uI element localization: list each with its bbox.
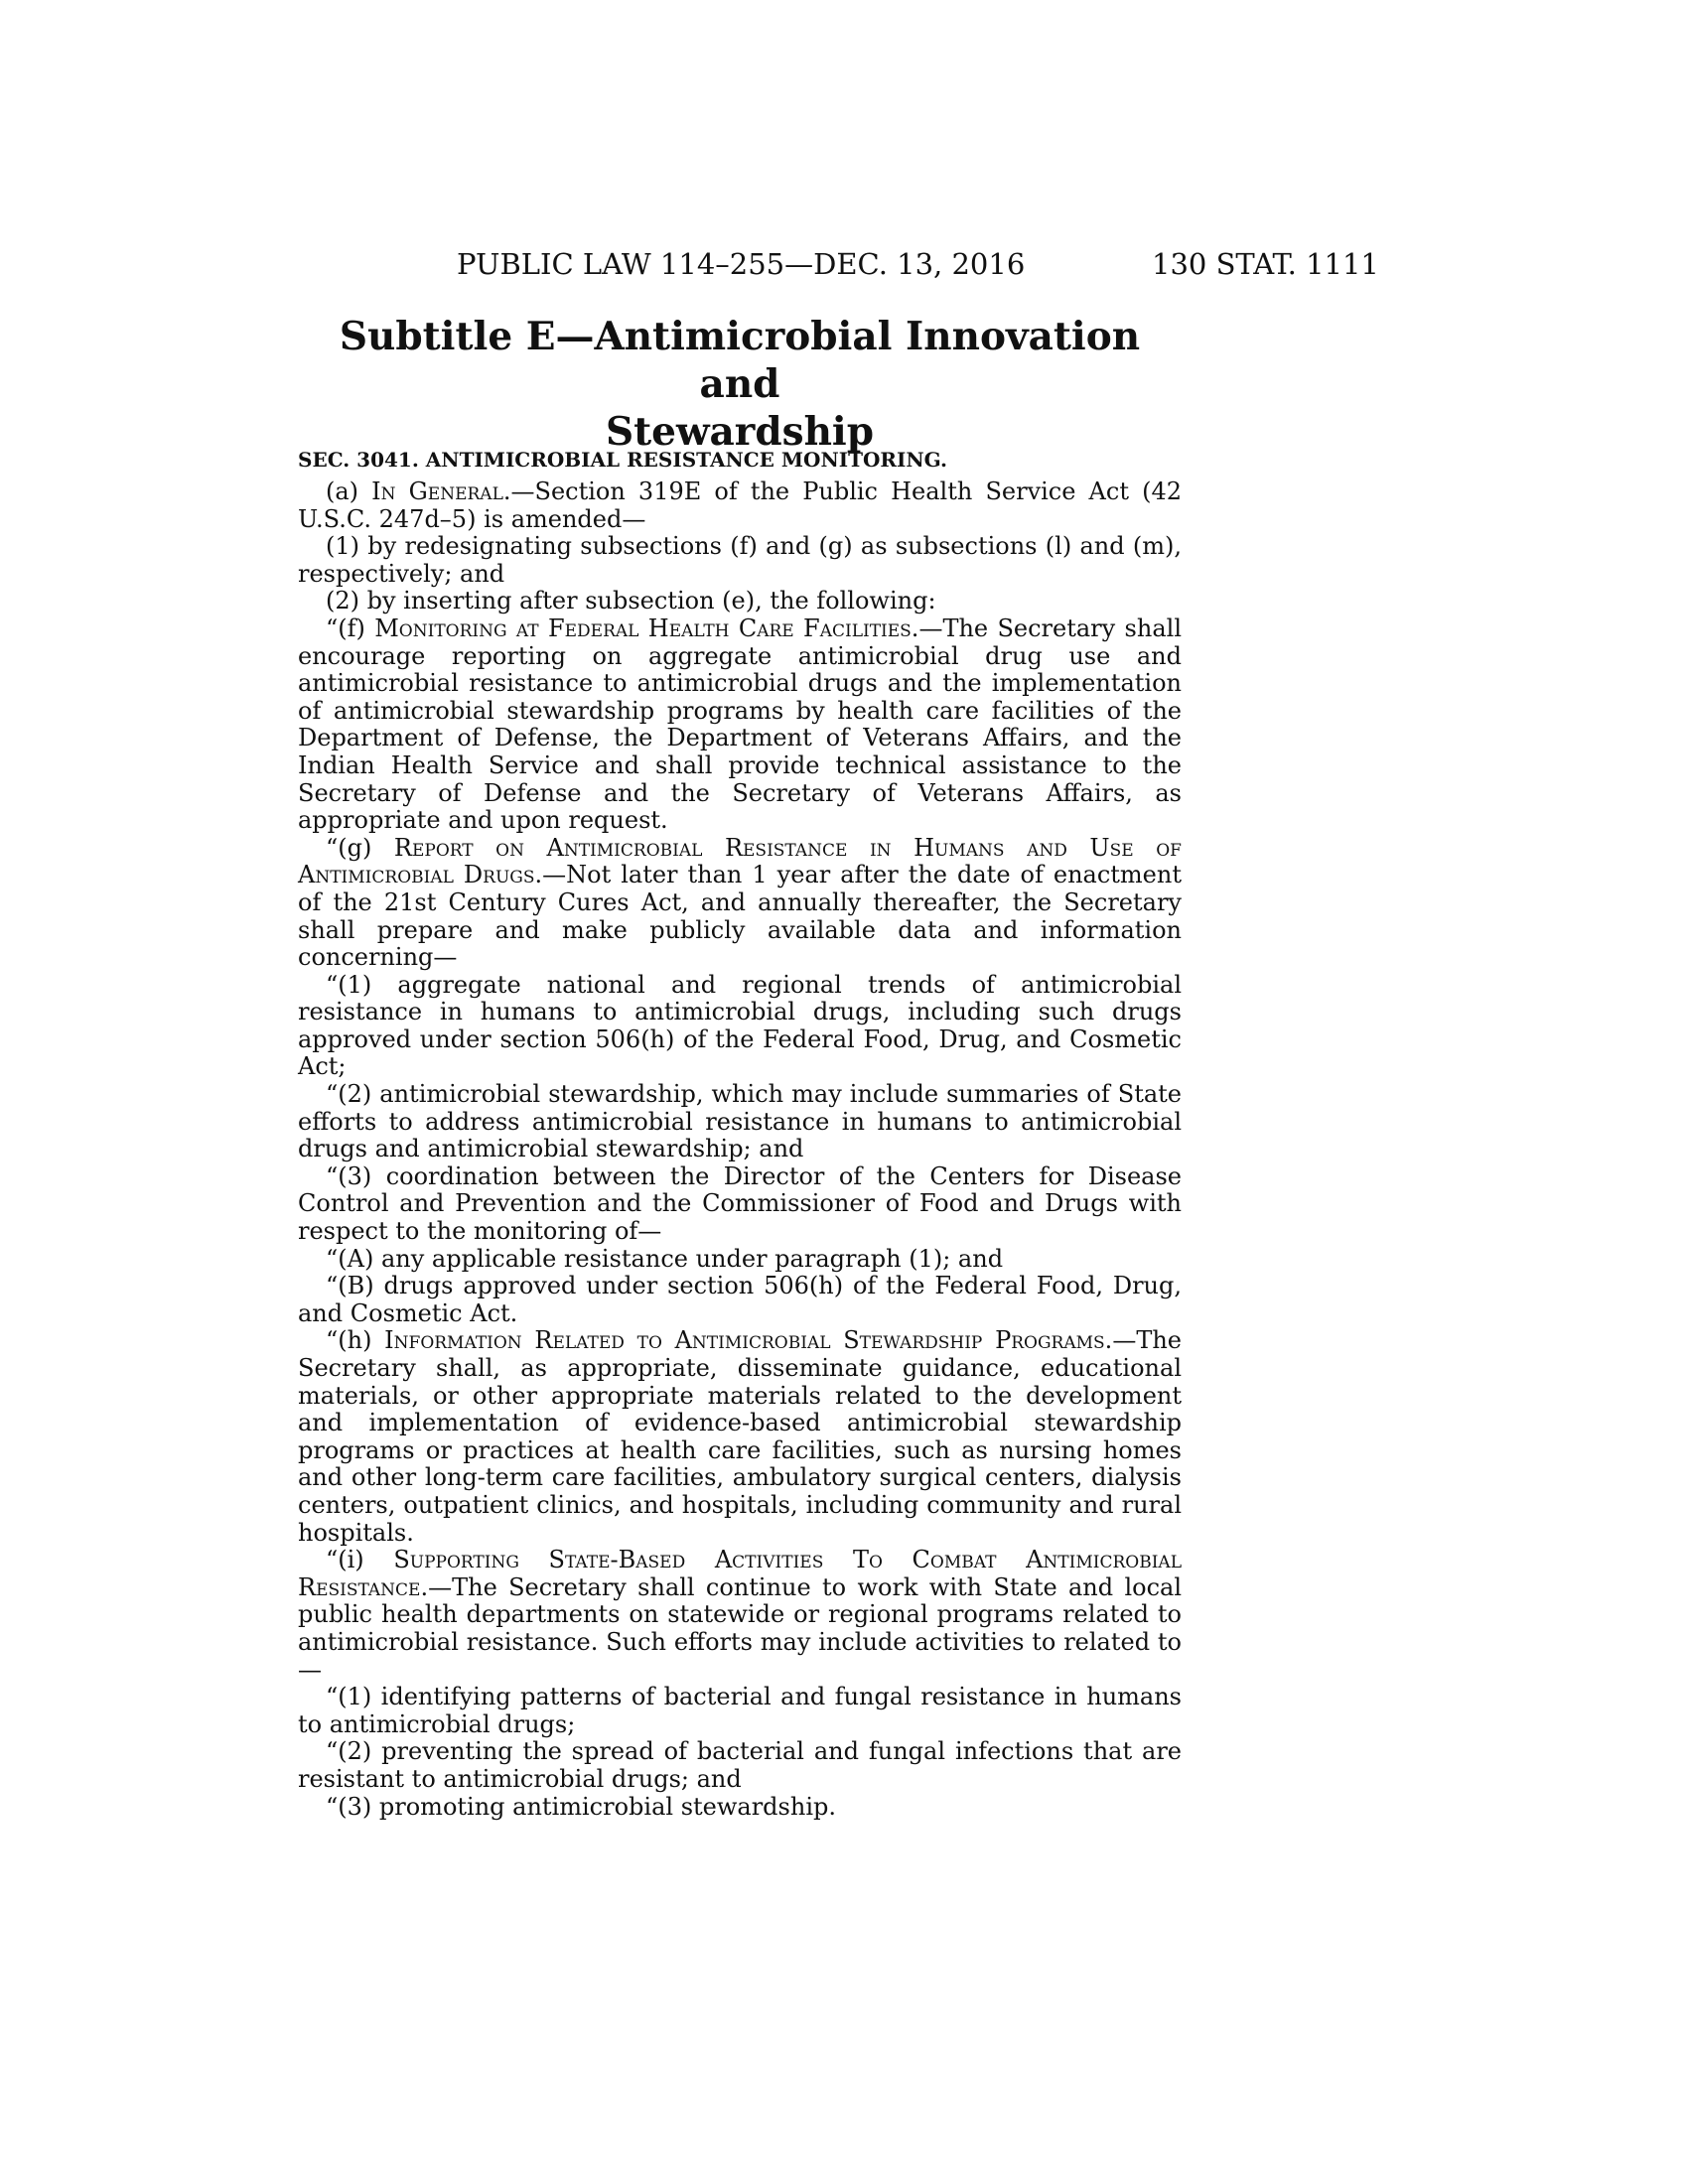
subsection-f: “(f) Monitoring at Federal Health Care Facilities.—The Secretary shall encourage reporting on aggregate antimicrobial drug use and antimicrobial resistance to antimicrobial drugs and the implementation of antimicrobial stewardship programs by health care facilities of the Department of Defense, the Department of Veterans Affairs, and the Indian Health Service and shall provide technical assistance to the Secretary of Defense and the Secretary of Veterans Affairs, as appropriate and upon request. bbox=[298, 614, 1182, 835]
subsection-g-3-A: “(A) any applicable resistance under paragraph (1); and bbox=[326, 1244, 1004, 1273]
subtitle-line-2: Stewardship bbox=[605, 409, 875, 455]
running-header bbox=[298, 247, 1390, 285]
document-page bbox=[298, 0, 1379, 2184]
paragraph-a: (a) In General.—Section 319E of the Public Health Service Act (42 U.S.C. 247d–5) is amended— bbox=[298, 478, 1182, 533]
subtitle-line-1: Subtitle E—Antimicrobial Innovation and bbox=[339, 314, 1141, 407]
subsection-g-1: “(1) aggregate national and regional trends of antimicrobial resistance in humans to antimicrobial drugs, including such drugs approved under section 506(h) of the Federal Food, Drug, and Cosmetic Act; bbox=[298, 970, 1182, 1081]
paragraph-a-1: (1) by redesignating subsections (f) and (g) as subsections (l) and (m), respectively; and bbox=[298, 532, 1182, 588]
caption: Supporting State-Based Activities To Combat Antimicrobial Resistance. bbox=[298, 1546, 1182, 1601]
subsection-g-3: “(3) coordination between the Director of the Centers for Disease Control and Prevention and the Commissioner of Food and Drugs with respect to the monitoring of— bbox=[298, 1161, 1182, 1246]
subsection-g-3-B: “(B) drugs approved under section 506(h) of the Federal Food, Drug, and Cosmetic Act. bbox=[298, 1272, 1182, 1327]
caption: Monitoring at Federal Health Care Facilities. bbox=[374, 614, 919, 642]
subtitle-heading bbox=[298, 313, 1182, 456]
subsection-g-2: “(2) antimicrobial stewardship, which may include summaries of State efforts to address antimicrobial resistance in humans to antimicrobial drugs and antimicrobial stewardship; and bbox=[298, 1080, 1182, 1163]
caption: Information Related to Antimicrobial Stewardship Programs. bbox=[384, 1326, 1113, 1355]
subsection-i: “(i) Supporting State-Based Activities To Combat Antimicrobial Resistance.—The Secretary shall continue to work with State and local public health departments on statewide or regional programs related to antimicrobial resistance. Such efforts may include activities to related to— bbox=[298, 1546, 1182, 1684]
paragraph-a-2: (2) by inserting after subsection (e), the following: bbox=[326, 587, 936, 615]
section-body bbox=[298, 478, 1182, 1821]
subsection-i-2: “(2) preventing the spread of bacterial and fungal infections that are resistant to antimicrobial drugs; and bbox=[298, 1737, 1182, 1793]
subsection-i-1: “(1) identifying patterns of bacterial and fungal resistance in humans to antimicrobial drugs; bbox=[298, 1683, 1182, 1738]
subsection-i-3: “(3) promoting antimicrobial stewardship. bbox=[326, 1792, 836, 1821]
caption: In General. bbox=[371, 478, 511, 505]
subsection-g: “(g) Report on Antimicrobial Resistance in Humans and Use of Antimicrobial Drugs.—Not later than 1 year after the date of enactment of the 21st Century Cures Act, and annually thereafter, the Secretary shall prepare and make publicly available data and information concerning— bbox=[298, 833, 1182, 972]
section-heading: SEC. 3041. ANTIMICROBIAL RESISTANCE MONITORING. bbox=[298, 448, 947, 472]
law-citation: PUBLIC LAW 114–255—DEC. 13, 2016 bbox=[457, 247, 1026, 281]
subsection-h: “(h) Information Related to Antimicrobial Stewardship Programs.—The Secretary shall, as appropriate, disseminate guidance, educational materials, or other appropriate materials related to the development and implementation of evidence-based antimicrobial stewardship programs or practices at health care facilities, such as nursing homes and other long-term care facilities, ambulatory surgical centers, dialysis centers, outpatient clinics, and hospitals, including community and rural hospitals. bbox=[298, 1326, 1182, 1547]
stat-page-number: 130 STAT. 1111 bbox=[1152, 247, 1379, 281]
caption: Report on Antimicrobial Resistance in Humans and Use of Antimicrobial Drugs. bbox=[298, 833, 1182, 889]
